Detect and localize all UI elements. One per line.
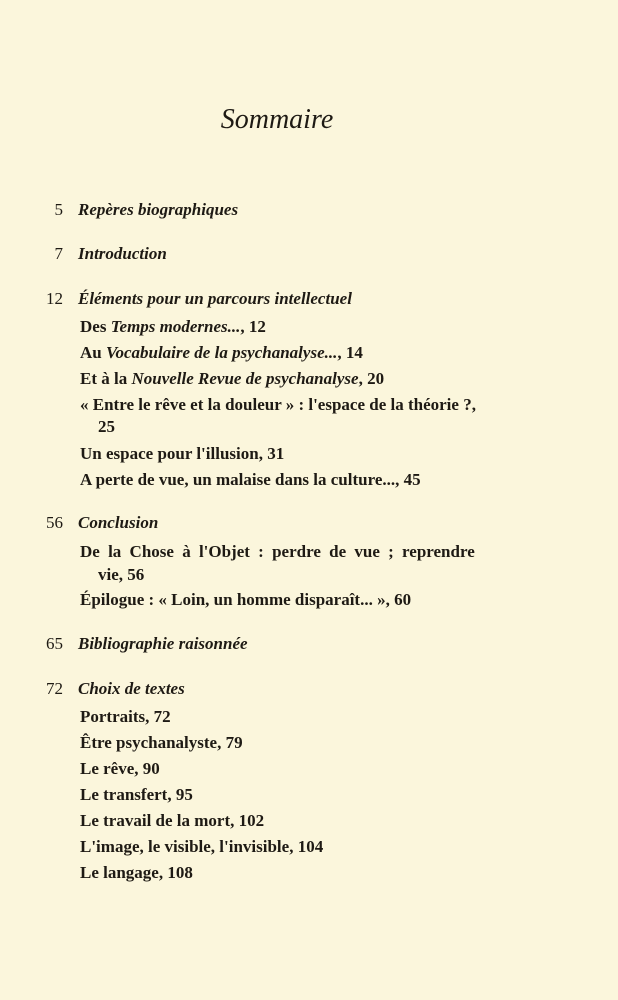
page-title: Sommaire [220,104,334,135]
entry-text: De la Chose à l'Objet : perdre de vue ; reprendre [80,542,475,561]
entry-text: Le langage, 108 [80,863,193,882]
entry-continuation: 25 [98,417,115,436]
entry-text: « Entre le rêve et la douleur » : l'espace de la théorie ?, [80,395,476,414]
entry-text: Le transfert, 95 [80,785,193,804]
section-title: Choix de textes [78,679,185,698]
section-page-number: 12 [46,289,63,308]
section-page-number: 72 [46,679,63,698]
section-title: Éléments pour un parcours intellectuel [78,289,352,308]
section-page-number: 5 [54,200,63,219]
entry-text: Et à la Nouvelle Revue de psychanalyse, 20 [80,369,385,388]
entry-text: Un espace pour l'illusion, 31 [80,444,285,463]
entry-text: Portraits, 72 [80,707,171,726]
section-page-number: 56 [46,513,63,532]
section-title: Repères biographiques [78,200,239,219]
section-title: Introduction [78,244,167,263]
entry-continuation: vie, 56 [98,565,145,584]
entry-text: Le travail de la mort, 102 [80,811,265,830]
section-page-number: 65 [46,634,63,653]
section-title: Bibliographie raisonnée [78,634,248,653]
section-page-number: 7 [54,244,63,263]
entry-text: L'image, le visible, l'invisible, 104 [80,837,324,856]
entry-text: Être psychanalyste, 79 [80,733,243,752]
entry-text: Au Vocabulaire de la psychanalyse..., 14 [80,343,363,362]
entry-text: Épilogue : « Loin, un homme disparaît... », 60 [80,590,412,609]
entry-text: Des Temps modernes..., 12 [80,317,266,336]
section-title: Conclusion [78,513,159,532]
entry-text: A perte de vue, un malaise dans la culture..., 45 [80,470,421,489]
entry-text: Le rêve, 90 [80,759,160,778]
